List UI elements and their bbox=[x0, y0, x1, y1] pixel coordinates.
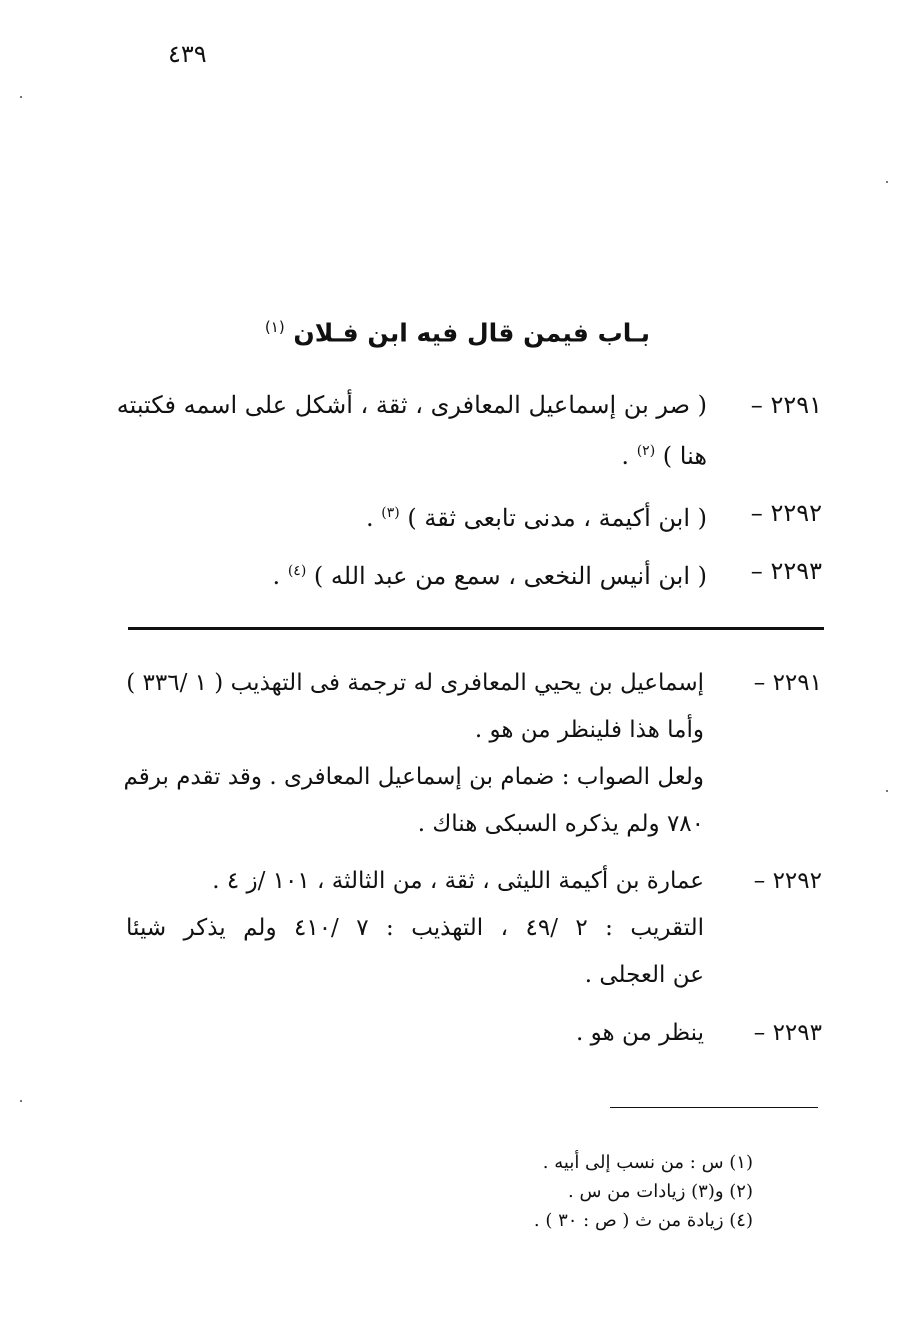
footnote-ref: (٢) bbox=[636, 443, 656, 459]
entry-text-line bbox=[130, 490, 707, 541]
chapter-heading bbox=[0, 318, 915, 347]
commentary-line: ٧٨٠ ولم يذكره السبكى هناك . bbox=[417, 811, 704, 837]
entry-text: هنا ) bbox=[662, 442, 707, 470]
commentary-line: ولعل الصواب : ضمام بن إسماعيل المعافرى . وقد تقدم برقم bbox=[123, 764, 704, 790]
scan-speck bbox=[886, 790, 888, 792]
commentary-line: عن العجلى . bbox=[584, 962, 704, 988]
footnote-item: (٢) و(٣) زيادات من س . bbox=[568, 1181, 753, 1202]
entry-number: ٢٢٩٣ – bbox=[750, 557, 822, 585]
scan-speck bbox=[20, 96, 22, 98]
entry-text: ( ابن أنيس النخعى ، سمع من عبد الله ) bbox=[313, 562, 707, 590]
commentary-line: التقريب : ٢ /٤٩ ، التهذيب : ٧ /٤١٠ ولم يذكر شيئا bbox=[126, 915, 705, 941]
chapter-title: بـاب فيمن قال فيه ابن فـلان bbox=[293, 318, 651, 348]
commentary-line: إسماعيل بن يحيي المعافرى له ترجمة فى التهذيب ( ١ /٣٣٦ ) bbox=[126, 670, 704, 696]
scan-speck bbox=[886, 181, 888, 183]
commentary-line: وأما هذا فلينظر من هو . bbox=[474, 717, 704, 743]
entry-text-line bbox=[130, 548, 707, 599]
footnotes bbox=[300, 1148, 753, 1235]
footnote-ref: (٣) bbox=[381, 505, 400, 521]
entry-end: . bbox=[621, 442, 630, 470]
footnote-item: (١) س : من نسب إلى أبيه . bbox=[542, 1152, 753, 1173]
commentary-number: ٢٢٩٣ – bbox=[753, 1020, 822, 1046]
entry-2292 bbox=[130, 490, 822, 541]
commentary-number: ٢٢٩١ – bbox=[753, 670, 822, 696]
entry-text-line: ( صر بن إسماعيل المعافرى ، ثقة ، أشكل على اسمه فكتبته bbox=[116, 391, 707, 419]
footnote-ref: (٤) bbox=[287, 563, 307, 579]
page-number: ٤٣٩ bbox=[168, 40, 207, 68]
entry-2291 bbox=[116, 382, 822, 479]
entry-end: . bbox=[365, 504, 374, 532]
footnote-ref: (١) bbox=[264, 318, 285, 336]
entry-2293 bbox=[130, 548, 822, 599]
commentary-line: ينظر من هو . bbox=[576, 1020, 704, 1046]
commentary-2292 bbox=[126, 858, 822, 999]
entry-end: . bbox=[272, 562, 281, 590]
commentary-line: عمارة بن أكيمة الليثى ، ثقة ، من الثالثة ، ١٠١ /ز ٤ . bbox=[212, 868, 704, 894]
entry-text-line bbox=[130, 428, 822, 479]
entry-text: ( ابن أكيمة ، مدنى تابعى ثقة ) bbox=[407, 504, 707, 532]
entry-number: ٢٢٩٢ – bbox=[750, 499, 822, 527]
entry-number: ٢٢٩١ – bbox=[750, 391, 822, 419]
scan-speck bbox=[20, 1100, 22, 1102]
commentary-number: ٢٢٩٢ – bbox=[753, 868, 822, 894]
commentary-2293 bbox=[126, 1010, 822, 1057]
footnote-divider bbox=[610, 1107, 818, 1108]
section-divider bbox=[128, 627, 824, 630]
commentary-2291 bbox=[123, 660, 822, 848]
footnote-item: (٤) زيادة من ث ( ص : ٣٠ ) . bbox=[533, 1210, 753, 1231]
